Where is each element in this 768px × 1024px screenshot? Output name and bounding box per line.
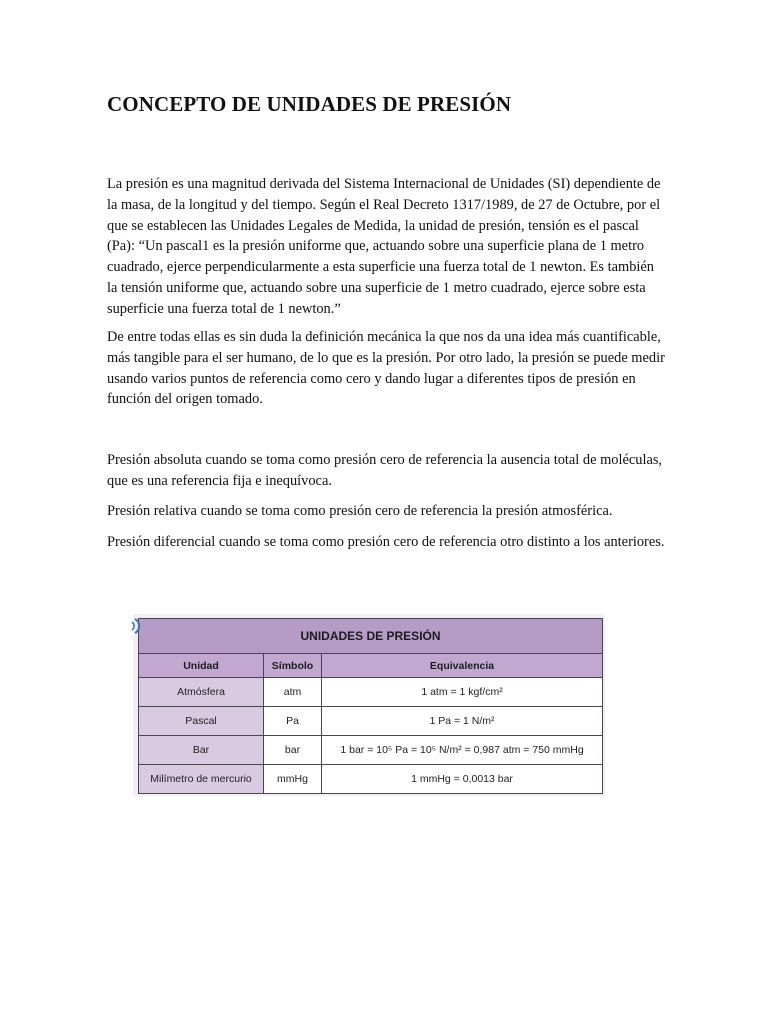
- cell-unit: Pascal: [139, 707, 264, 736]
- cell-unit: Bar: [139, 736, 264, 765]
- cell-symbol: Pa: [264, 707, 322, 736]
- table-title-row: [139, 619, 603, 654]
- cell-symbol: mmHg: [264, 765, 322, 794]
- table-row: [139, 707, 603, 736]
- cell-symbol: bar: [264, 736, 322, 765]
- cell-equivalence: 1 bar = 10⁵ Pa = 10⁵ N/m² = 0,987 atm = 750 mmHg: [322, 736, 603, 765]
- cell-unit: Atmósfera: [139, 678, 264, 707]
- table-row: [139, 765, 603, 794]
- paragraph-differential-pressure: Presión diferencial cuando se toma como presión cero de referencia otro distinto a los anteriores.: [107, 534, 665, 550]
- page-title: CONCEPTO DE UNIDADES DE PRESIÓN: [107, 92, 512, 116]
- cell-unit: Milímetro de mercurio: [139, 765, 264, 794]
- pressure-units-table: [138, 618, 603, 794]
- table-header-row: [139, 654, 603, 678]
- table-row: [139, 736, 603, 765]
- cell-equivalence: 1 Pa = 1 N/m²: [322, 707, 603, 736]
- table-row: [139, 678, 603, 707]
- header-equivalence: Equivalencia: [322, 654, 603, 678]
- paragraph-relative-pressure: Presión relativa cuando se toma como presión cero de referencia la presión atmosférica.: [107, 503, 613, 519]
- table-title: UNIDADES DE PRESIÓN: [139, 619, 603, 654]
- pressure-units-table-image: [133, 614, 605, 796]
- header-symbol: Símbolo: [264, 654, 322, 678]
- paragraph-reference-points: De entre todas ellas es sin duda la definición mecánica la que nos da una idea más cuantificable, más tangible para el ser humano, de lo que es la presión. Por otro lado, la presión se puede medir usando varios puntos de referencia como cero y dando lugar a diferentes tipos de presión en función del origen tomado.: [107, 329, 665, 408]
- header-unit: Unidad: [139, 654, 264, 678]
- cell-symbol: atm: [264, 678, 322, 707]
- cell-equivalence: 1 mmHg = 0,0013 bar: [322, 765, 603, 794]
- paragraph-definition: La presión es una magnitud derivada del Sistema Internacional de Unidades (SI) dependiente de la masa, de la longitud y del tiempo. Según el Real Decreto 1317/1989, de 27 de Octubre, por el que se establecen las Unidades Legales de Medida, la unidad de presión, tensión es el pascal (Pa): “Un pascal1 es la presión uniforme que, actuando sobre una superficie plana de 1 metro cuadrado, ejerce perpendicularmente a esta superficie una fuerza total de 1 newton. Es también la tensión uniforme que, actuando sobre una superficie de 1 metro cuadrado, ejerce sobre esta superficie una fuerza total de 1 newton.”: [107, 176, 661, 317]
- paragraph-absolute-pressure: Presión absoluta cuando se toma como presión cero de referencia la ausencia total de moléculas, que es una referencia fija e inequívoca.: [107, 452, 663, 489]
- cell-equivalence: 1 atm = 1 kgf/cm²: [322, 678, 603, 707]
